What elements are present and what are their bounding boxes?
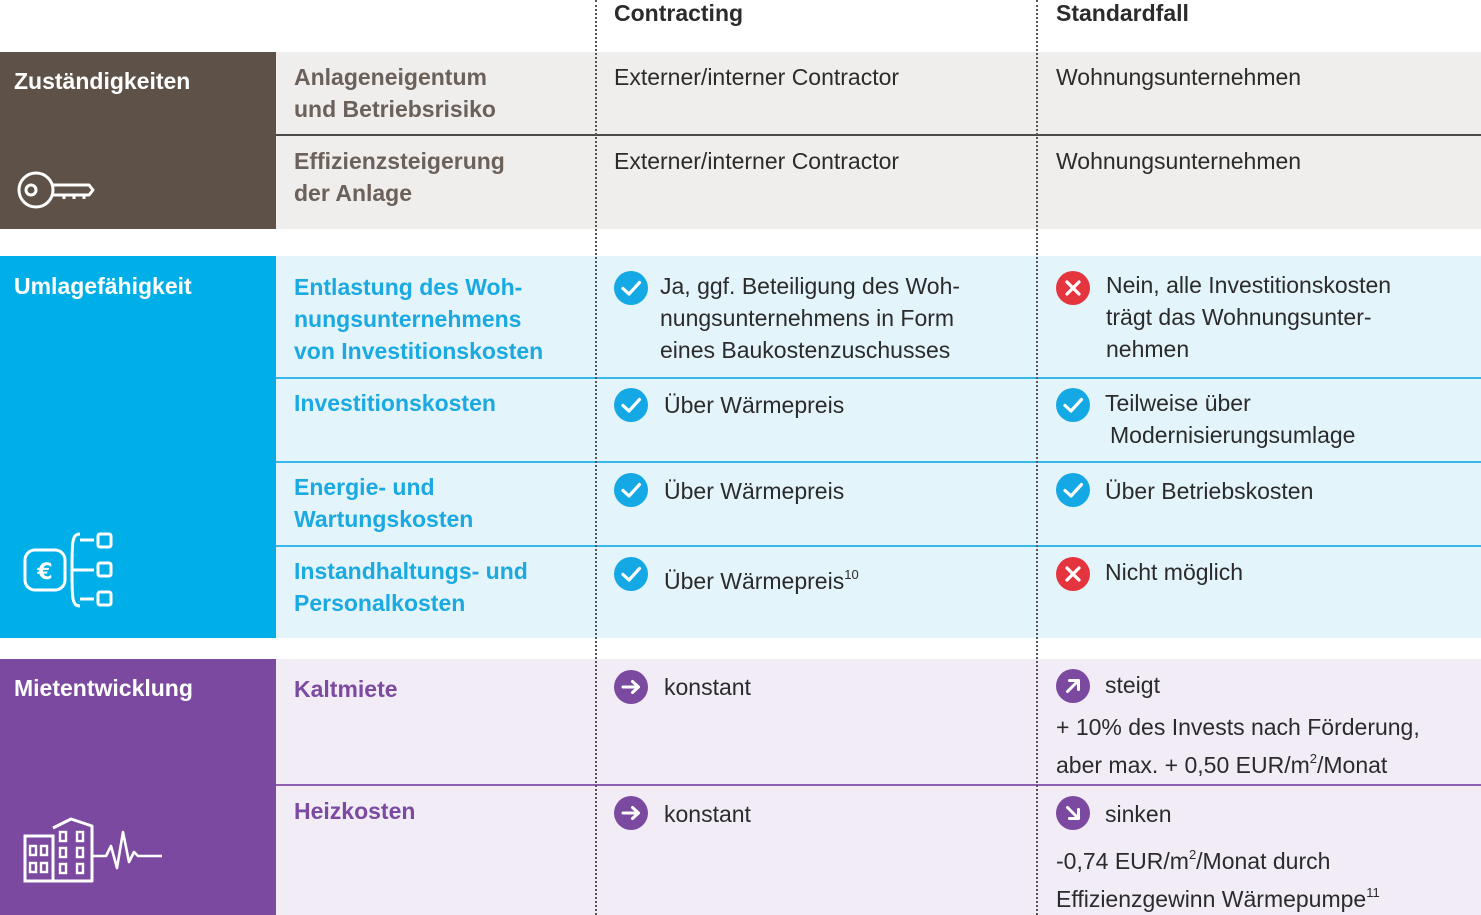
cell-standard-detail: + 10% des Invests nach Förderung, aber max. + 0,50 EUR/$m^2$/Monat	[1056, 714, 1420, 778]
row-divider	[276, 461, 1481, 463]
section-title-mietentwicklung: Mietentwicklung	[14, 675, 193, 701]
cell-standard: Teilweise über Modernisierungsumlage	[1105, 390, 1356, 448]
arrow-up-right-icon	[1056, 669, 1090, 703]
row-divider	[276, 377, 1481, 379]
cross-icon	[1056, 271, 1090, 305]
row-label-effizienzsteigerung: Effizienzsteigerung der Anlage	[294, 148, 505, 206]
cell-standard: Wohnungsunternehmen	[1056, 148, 1302, 174]
arrow-down-right-icon	[1056, 796, 1090, 830]
building-pulse-icon	[22, 816, 164, 890]
arrow-right-icon	[614, 670, 648, 704]
cell-contracting: Über Wärmepreis	[664, 392, 845, 418]
row-label-entlastung: Entlastung des Woh- nungsunternehmens von Investitionskosten	[294, 274, 544, 364]
cell-contracting: konstant	[664, 801, 751, 827]
section-title-umlagefaehigkeit: Umlagefähigkeit	[14, 273, 192, 299]
cell-contracting: Über Wärmepreis	[664, 478, 845, 504]
column-divider	[595, 0, 597, 915]
cell-standard-trend: sinken	[1105, 801, 1172, 827]
cell-contracting: Externer/interner Contractor	[614, 64, 900, 90]
cell-standard: Nicht möglich	[1105, 559, 1244, 585]
row-label-anlageneigentum: Anlageneigentum und Betriebsrisiko	[294, 64, 496, 122]
svg-text:€: €	[37, 560, 53, 585]
check-icon	[614, 271, 648, 305]
check-icon	[614, 388, 648, 422]
column-header-standard: Standardfall	[1056, 0, 1189, 26]
row-label-energie-wartung: Energie- und Wartungskosten	[294, 474, 474, 532]
cell-standard-detail: -0,74 EUR/$m^2$/Monat durch Effizienzgewinn Wärmepumpe$^{11}$	[1056, 847, 1380, 912]
cell-contracting: Über Wärmepreis$^{10}$	[664, 567, 859, 594]
cross-icon	[1056, 557, 1090, 591]
cell-standard-trend: steigt	[1105, 672, 1160, 698]
row-label-heizkosten: Heizkosten	[294, 798, 416, 824]
column-divider	[1036, 0, 1038, 915]
cell-standard: Nein, alle Investitionskosten trägt das Wohnungsunter- nehmen	[1106, 272, 1392, 362]
row-divider	[276, 134, 1481, 136]
row-divider	[276, 784, 1481, 786]
cell-contracting: konstant	[664, 674, 751, 700]
euro-distribution-icon	[22, 532, 118, 616]
arrow-right-icon	[614, 796, 648, 830]
check-icon	[614, 473, 648, 507]
column-header-contracting: Contracting	[614, 0, 744, 26]
check-icon	[1056, 473, 1090, 507]
row-divider	[276, 545, 1481, 547]
cell-standard: Wohnungsunternehmen	[1056, 64, 1302, 90]
row-label-investitionskosten: Investitionskosten	[294, 390, 496, 416]
key-icon	[16, 168, 96, 218]
row-label-kaltmiete: Kaltmiete	[294, 676, 398, 702]
check-icon	[614, 557, 648, 591]
check-icon	[1056, 388, 1090, 422]
cell-contracting: Ja, ggf. Beteiligung des Woh- nungsunternehmens in Form eines Baukostenzuschusses	[660, 273, 961, 363]
cell-standard: Über Betriebskosten	[1105, 478, 1314, 504]
row-label-instandhaltung: Instandhaltungs- und Personalkosten	[294, 558, 528, 616]
cell-contracting: Externer/interner Contractor	[614, 148, 900, 174]
section-title-zustaendigkeiten: Zuständigkeiten	[14, 68, 191, 94]
